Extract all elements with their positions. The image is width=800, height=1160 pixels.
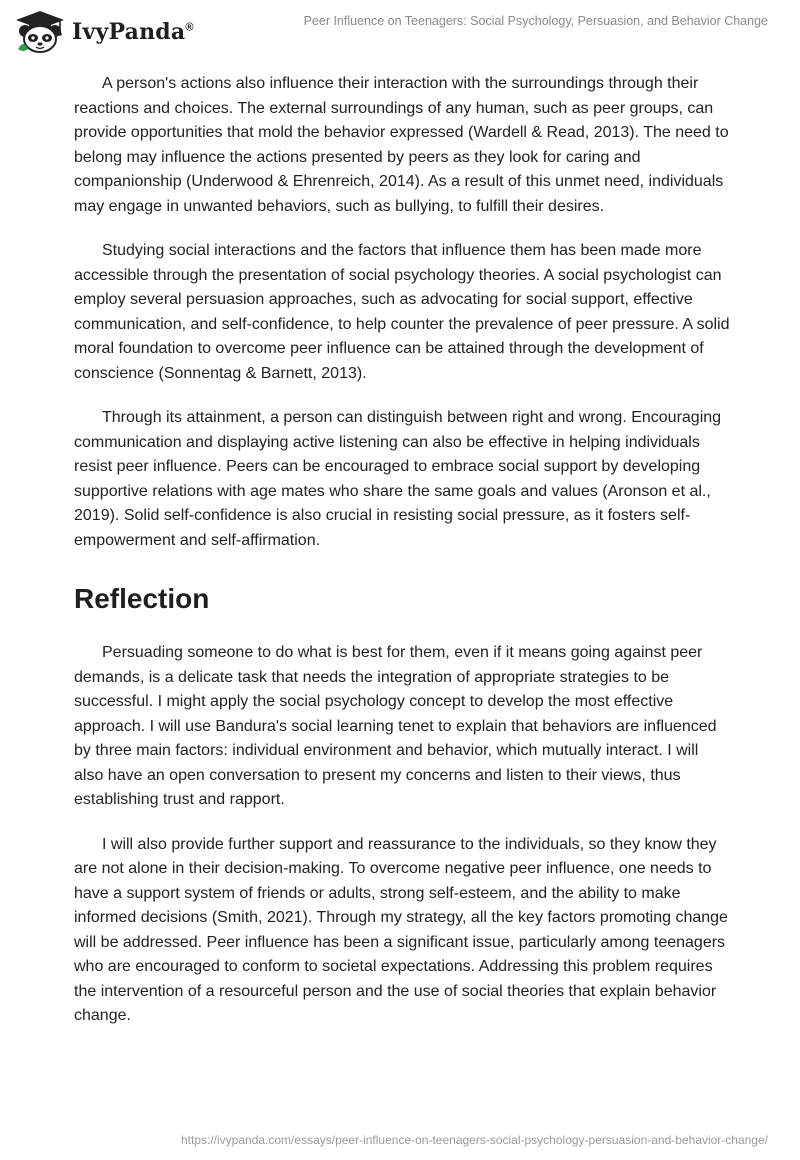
panda-graduate-icon bbox=[14, 9, 66, 55]
document-title: Peer Influence on Teenagers: Social Psychology, Persuasion, and Behavior Change bbox=[303, 14, 768, 28]
page-header bbox=[0, 0, 800, 70]
logo-text: IvyPanda® bbox=[72, 19, 194, 45]
essay-content bbox=[74, 72, 730, 1049]
paragraph: Persuading someone to do what is best for them, even if it means going against peer demands, is a delicate task that needs the integration of appropriate strategies to be successful. I might apply the social psychology concept to develop the most effective approach. I will use Bandura's social learning tenet to explain that behaviors are influenced by three main factors: individual environment and behavior, which mutually interact. I will also have an open conversation to present my concerns and listen to their views, thus establishing trust and rapport. bbox=[74, 644, 717, 808]
ivypanda-logo[interactable] bbox=[14, 8, 194, 56]
source-url[interactable]: https://ivypanda.com/essays/peer-influence-on-teenagers-social-psychology-persuasion-and-behavior-change/ bbox=[181, 1133, 768, 1147]
paragraph: A person's actions also influence their interaction with the surroundings through their reactions and choices. The external surroundings of any human, such as peer groups, can provide opportunities that mold the behavior expressed (Wardell & Read, 2013). The need to belong may influence the actions presented by peers as they look for caring and companionship (Underwood & Ehrenreich, 2014). As a result of this unmet need, individuals may engage in unwanted behaviors, such as bullying, to fulfill their desires. bbox=[74, 75, 729, 215]
paragraph: Studying social interactions and the factors that influence them has been made more accessible through the presentation of social psychology theories. A social psychologist can employ several persuasion approaches, such as advocating for social support, effective communication, and self-confidence, to help counter the prevalence of peer pressure. A solid moral foundation to overcome peer influence can be attained through the development of conscience (Sonnentag & Barnett, 2013). bbox=[74, 242, 730, 382]
paragraph: I will also provide further support and reassurance to the individuals, so they know they are not alone in their decision-making. To overcome negative peer influence, one needs to have a support system of friends or adults, strong self-esteem, and the ability to make informed decisions (Smith, 2021). Through my strategy, all the key factors promoting change will be addressed. Peer influence has been a significant issue, particularly among teenagers who are encouraged to conform to societal expectations. Addressing this problem requires the intervention of a resourceful person and the use of social theories that explain behavior change. bbox=[74, 835, 728, 1024]
section-heading: Reflection bbox=[74, 583, 210, 614]
paragraph: Through its attainment, a person can distinguish between right and wrong. Encouraging communication and displaying active listening can also be effective in helping individuals resist peer influence. Peers can be encouraged to embrace social support by developing supportive relations with age mates who share the same goals and values (Aronson et al., 2019). Solid self-confidence is also crucial in resisting social pressure, as it fosters self-empowerment and self-affirmation. bbox=[74, 409, 722, 549]
